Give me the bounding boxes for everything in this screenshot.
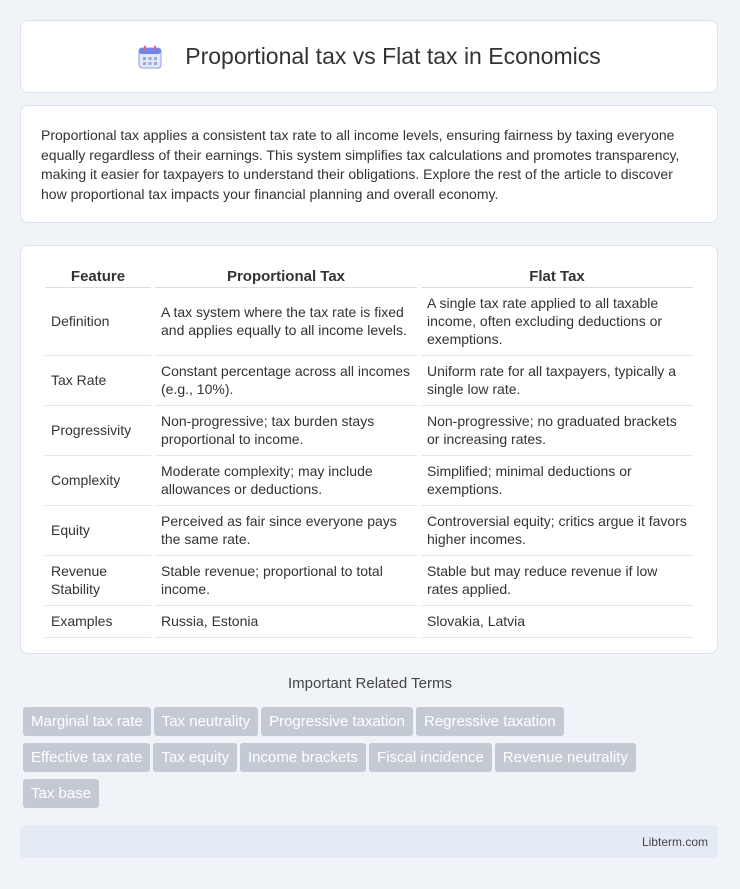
table-row: [45, 356, 693, 406]
flat-cell: Uniform rate for all taxpayers, typically a single low rate.: [421, 356, 693, 406]
flat-cell: Non-progressive; no graduated brackets or increasing rates.: [421, 406, 693, 456]
related-term-tag[interactable]: Tax equity: [153, 743, 237, 772]
feature-cell: Progressivity: [45, 406, 151, 456]
proportional-cell: A tax system where the tax rate is fixed and applies equally to all income levels.: [155, 288, 417, 356]
calendar-icon: [137, 44, 163, 70]
column-header: Proportional Tax: [155, 264, 417, 288]
header-card: [20, 20, 718, 93]
related-terms-title: Important Related Terms: [288, 675, 452, 692]
flat-cell: Simplified; minimal deductions or exemptions.: [421, 456, 693, 506]
column-header: Flat Tax: [421, 264, 693, 288]
feature-cell: Tax Rate: [45, 356, 151, 406]
related-term-tag[interactable]: Tax base: [23, 779, 99, 808]
flat-cell: Stable but may reduce revenue if low rates applied.: [421, 556, 693, 606]
comparison-table-card: [20, 245, 718, 654]
related-term-tag[interactable]: Fiscal incidence: [369, 743, 492, 772]
table-row: [45, 406, 693, 456]
footer: [20, 825, 718, 858]
related-term-tag[interactable]: Marginal tax rate: [23, 707, 151, 736]
related-term-tag[interactable]: Income brackets: [240, 743, 366, 772]
feature-cell: Complexity: [45, 456, 151, 506]
feature-cell: Revenue Stability: [45, 556, 151, 606]
proportional-cell: Perceived as fair since everyone pays the same rate.: [155, 506, 417, 556]
comparison-table: [41, 264, 697, 638]
proportional-cell: Constant percentage across all incomes (e.g., 10%).: [155, 356, 417, 406]
proportional-cell: Stable revenue; proportional to total income.: [155, 556, 417, 606]
related-term-tag[interactable]: Progressive taxation: [261, 707, 413, 736]
flat-cell: Controversial equity; critics argue it favors higher incomes.: [421, 506, 693, 556]
table-row: [45, 456, 693, 506]
related-term-tag[interactable]: Regressive taxation: [416, 707, 564, 736]
flat-cell: Slovakia, Latvia: [421, 606, 693, 638]
related-term-tag[interactable]: Effective tax rate: [23, 743, 150, 772]
page-title: Proportional tax vs Flat tax in Economics: [185, 43, 601, 69]
proportional-cell: Moderate complexity; may include allowances or deductions.: [155, 456, 417, 506]
proportional-cell: Russia, Estonia: [155, 606, 417, 638]
feature-cell: Examples: [45, 606, 151, 638]
table-row: [45, 606, 693, 638]
related-term-tag[interactable]: Revenue neutrality: [495, 743, 636, 772]
table-row: [45, 556, 693, 606]
intro-text: Proportional tax applies a consistent tax rate to all income levels, ensuring fairness by taxing everyone equally regardless of their earnings. This system simplifies tax calculations and promotes transparency, making it easier for taxpayers to understand their obligations. Explore the rest of the article to discover how proportional tax impacts your financial planning and overall economy.: [41, 127, 680, 202]
footer-site-link[interactable]: Libterm.com: [641, 835, 708, 849]
related-term-tag[interactable]: Tax neutrality: [154, 707, 258, 736]
feature-cell: Equity: [45, 506, 151, 556]
table-row: [45, 506, 693, 556]
flat-cell: A single tax rate applied to all taxable income, often excluding deductions or exemptions.: [421, 288, 693, 356]
column-header: Feature: [45, 264, 151, 288]
table-row: [45, 288, 693, 356]
intro-card: [20, 105, 718, 223]
related-terms-tags: [23, 707, 723, 815]
feature-cell: Definition: [45, 288, 151, 356]
proportional-cell: Non-progressive; tax burden stays proportional to income.: [155, 406, 417, 456]
table-header-row: [45, 264, 693, 288]
